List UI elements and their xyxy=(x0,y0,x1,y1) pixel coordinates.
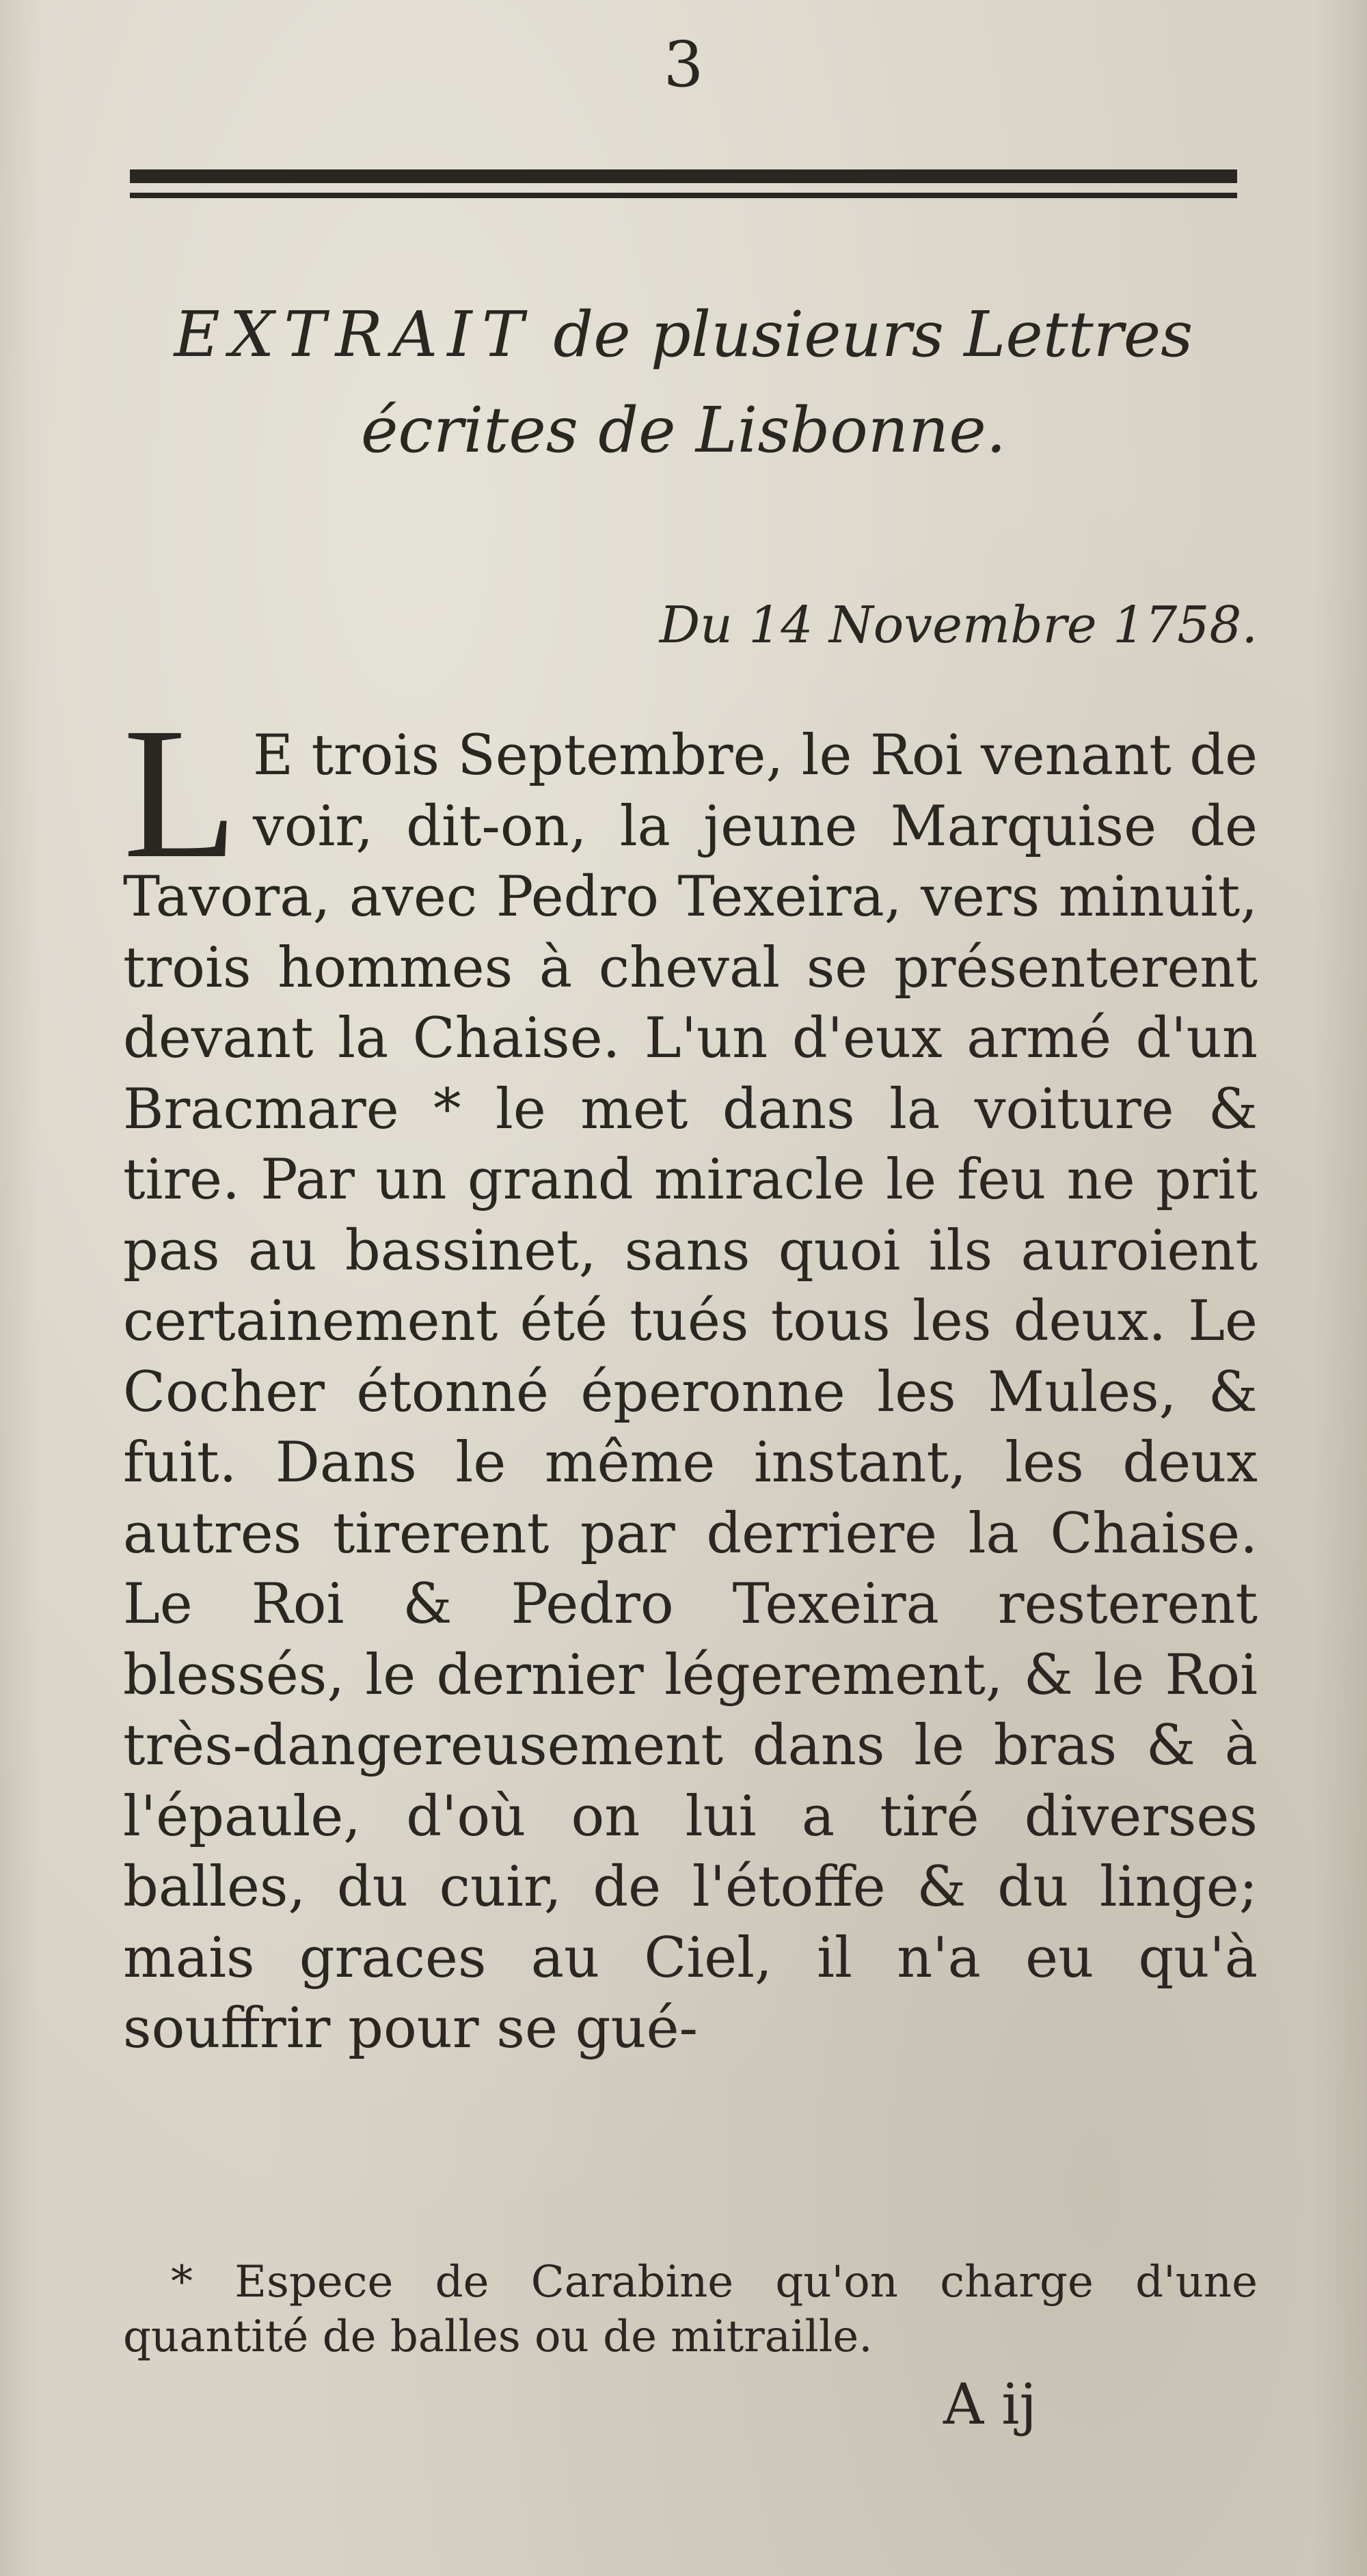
page-number: 3 xyxy=(663,28,704,101)
title-line1-rest: de plusieurs Lettres xyxy=(533,298,1193,371)
footnote-text: * Espece de Carabine qu'on charge d'une quantité de balles ou de mitraille. xyxy=(123,2257,1258,2362)
letter-date: Du 14 Novembre 1758. xyxy=(659,596,1258,655)
title-lead: EXTRAIT xyxy=(174,298,534,371)
header-rule-thick xyxy=(130,169,1237,183)
footnote xyxy=(123,2255,1258,2364)
body-paragraph xyxy=(123,689,1258,2065)
body-text: E trois Septembre, le Roi venant de voir, dit-on, la jeune Marquise de Tavora, avec Pedro Texeira, vers minuit, trois hommes à cheval se présenterent devant la Chaise. L'un d'eux armé d'un Bracmare * le met dans la voiture & tire. Par un grand miracle le feu ne prit pas au bassinet, sans quoi ils auroient certainement été tués tous les deux. Le Cocher étonné éperonne les Mules, & fuit. Dans le même instant, les deux autres tirerent par derriere la Chaise. Le Roi & Pedro Texeira resterent blessés, le dernier légerement, & le Roi très-dangereusement dans le bras & à l'épaule, d'où on lui a tiré diverses balles, du cuir, de l'étoffe & du linge; mais graces au Ciel, il n'a eu qu'à souffrir pour se gué- xyxy=(123,724,1258,2061)
page-title xyxy=(103,287,1264,478)
title-line2: écrites de Lisbonne. xyxy=(360,394,1007,467)
drop-cap: L xyxy=(123,689,238,897)
header-rule-thin xyxy=(130,193,1237,198)
signature-mark: A ij xyxy=(943,2372,1037,2437)
